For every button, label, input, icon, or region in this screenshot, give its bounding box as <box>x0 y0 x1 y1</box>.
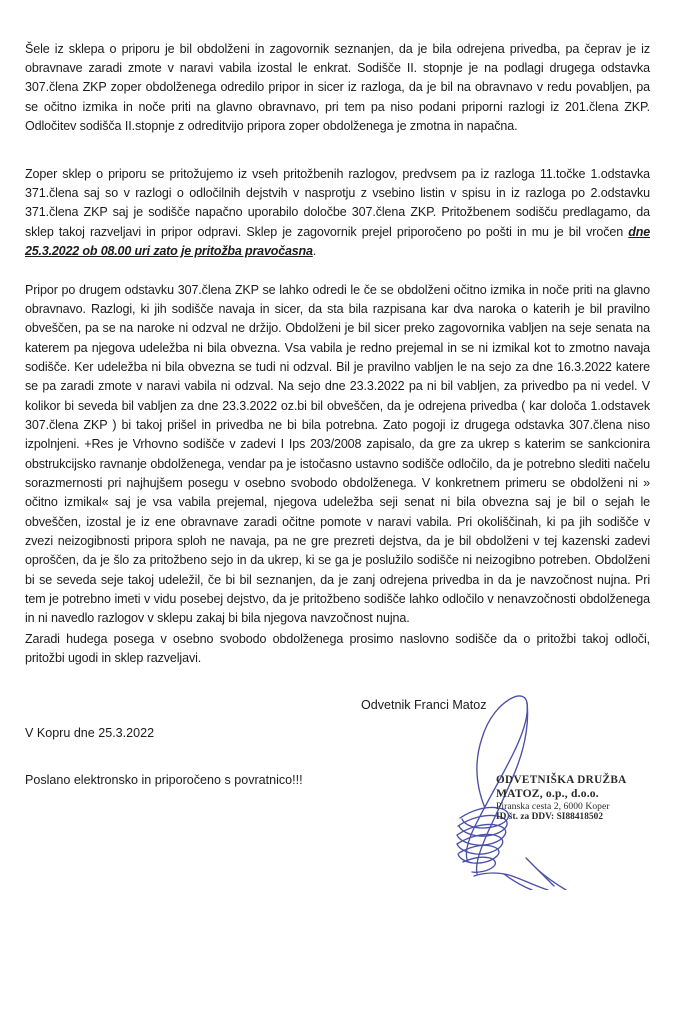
handwritten-signature <box>430 690 675 890</box>
place-and-date: V Kopru dne 25.3.2022 <box>25 726 155 740</box>
paragraph-2-text-before: Zoper sklep o priporu se pritožujemo iz vseh pritožbenih razlogov, predvsem pa iz razloga 11.točke 1.odstavka 371.člena saj so v razlogi o odločilnih dejstvih v nasprotju z vsebino listin v spisu in iz razloga po 2.odstavku 371.člena ZKP saj je sodišče napačno uporabilo določbe 307.člena ZKP. Pritožbenem sodišču predlagamo, da sklep takoj razveljavi in pripor odpravi. Sklep je zagovornik prejel priporočeno po pošti in mu je bil vročen <box>25 166 650 239</box>
stamp-firm-type: ODVETNIŠKA DRUŽBA <box>496 774 627 786</box>
paragraph-3: Pripor po drugem odstavku 307.člena ZKP se lahko odredi le če se obdolženi očitno izmika in noče priti na glavno obravnavo. Razlogi, ki jih sodišče navaja in sicer, da sta bila razpisana kar dva naroka o katerih je bil pravilno obveščen, pa se na naroke ni odzval ne držijo. Obdolženi je bil sicer preko zagovornika vabljen na seje senata na katerem pa njegova udeležba ni bila obvezna. Vsa vabila je redno prejemal in se ni izmikal kot to zmotno navaja sodišče. Ker udeležba ni bila obvezna se tudi ni odzval. Bil je pravilno vabljen le na sejo za dne 16.3.2022 katere se pa zaradi zmote v naravi vabila ni odzval. Na sejo dne 23.3.2022 pa ni bil vabljen, za privedbo pa ni vedel. V kolikor bi seveda bil vabljen za dne 23.3.2022 oz.bi bil obveščen, da je odrejena privedba ( kar določa 1.odstavek 307.člena ZKP ) bi takoj prišel in privedba ne bi bila potrebna. Zato pogoji iz drugega odstavka 307.člena niso izpolnjeni. +Res je Vrhovno sodišče v zadevi I Ips 203/2008 zapisalo, da gre za ukrep s katerim se sankcionira obstrukcijsko ravnanje obdolženega, vendar pa je istočasno ustavno sodišče odločilo, da je potrebno slediti načelu sorazmernosti pri najhujšem posegu v osebno svobodo obdolženega. V konkretnem primeru se obdolženi ni » očitno izmikal« saj je vsa vabila prejemal, njegova udeležba seji senat ni bila obvezna saj je bil o sejah le obveščen, izostal je iz ene obravnave zaradi očitne pomote v naravi vabila. Pri okoliščinah, ki pa jih sodišče v zvezi neizogibnosti pripora sploh ne navaja, pa ne gre prezreti dejstva, da je bil obdolženi v tej kazenski zadevi oproščen, da je šlo za pritožbeno sejo in da ukrep, ki se ga je poslužilo sodišče ni neizogibno potreben. Obdolženi bi se seveda seje takoj udeležil, če bi bil seznanjen, da je zanj odrejena privedba in da je navzočnost nujna. Pri tem je potrebno imeti v vidu posebej dejstvo, da je pritožbeno sodišče lahko odločilo v nenavzočnosti obdolženega in ni navedlo razlogov v sklepu zakaj bi bila njegova navzočnost nujna. <box>25 282 650 626</box>
paragraph-2-text-after: . <box>312 243 317 258</box>
paragraph-1: Šele iz sklepa o priporu je bil obdolženi in zagovornik seznanjen, da je bila odrejena privedba, pa čeprav je iz obravnave zaradi zmote v naravi vabila izostal le enkrat. Sodišče II. stopnje je na podlagi drugega odstavka 307.člena ZKP zoper obdolženega odredilo pripor in sicer iz razloga, da je bil na obravnavo v redu povabljen, pa se očitno izmika in noče priti na glavno obravnavo, pri tem pa niso podani priporni razlogi iz 201.člena ZKP. Odločitev sodišča II.stopnje z odreditvijo pripora zoper obdolženega je zmotna in napačna. <box>25 41 650 133</box>
attorney-signature-label: Odvetnik Franci Matoz <box>361 698 487 712</box>
delivery-note: Poslano elektronsko in priporočeno s povratnico!!! <box>25 773 303 787</box>
stamp-vat-id: ID št. za DDV: SI88418502 <box>496 811 604 822</box>
paragraph-2 <box>25 165 650 262</box>
signature-and-stamp-block <box>430 690 675 890</box>
paragraph-2-emphasis-deadline: dne 25.3.2022 ob 08.00 uri zato je pritožba pravočasna <box>25 224 650 258</box>
stamp-address: Piranska cesta 2, 6000 Koper <box>496 800 610 812</box>
law-firm-stamp <box>496 774 675 823</box>
stamp-firm-name: MATOZ, o.p., d.o.o. <box>496 787 599 800</box>
paragraph-4: Zaradi hudega posega v osebno svobodo obdolženega prosimo naslovno sodišče da o pritožbi takoj odloči, pritožbi ugodi in sklep razveljavi. <box>25 631 650 665</box>
